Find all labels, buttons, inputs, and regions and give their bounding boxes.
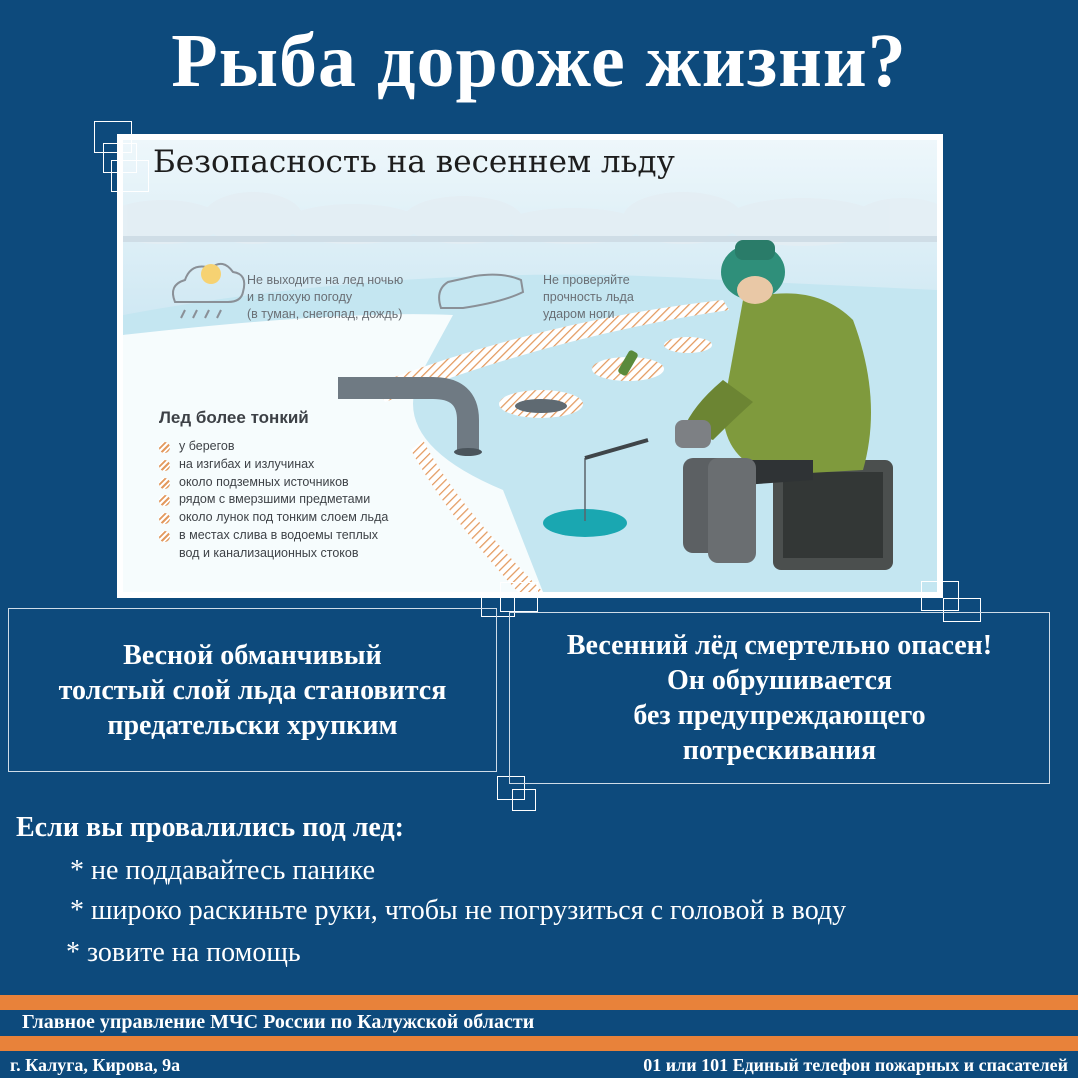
advice-heading: Если вы провалились под лед: [16,812,404,843]
thin-ice-title: Лед более тонкий [159,408,309,427]
advice-item: * широко раскиньте руки, чтобы не погрузиться с головой в воду [70,895,847,926]
infographic-title: Безопасность на весеннем льду [153,144,675,180]
hatch-bullet-icon [159,495,170,506]
hatch-bullet-icon [159,460,170,471]
list-item: около лунок под тонким слоем льда [159,509,388,527]
advice-item: * зовите на помощь [66,937,301,968]
footer-address: г. Калуга, Кирова, 9а [10,1055,181,1075]
advice-item: * не поддавайтесь панике [70,855,376,886]
list-item: рядом с вмерзшими предметами [159,491,388,509]
footer-stripe [0,1036,1078,1051]
warning-box-right: Весенний лёд смертельно опасен! Он обрушивается без предупреждающего потрескивания [509,612,1050,784]
hatch-bullet-icon [159,513,170,524]
hatch-bullet-icon [159,531,170,542]
tip-weather: Не выходите на лед ночью и в плохую погоду (в туман, снегопад, дождь) [247,273,404,321]
warning-box-left: Весной обманчивый толстый слой льда становится предательски хрупким [8,608,497,772]
footer-organization: Главное управление МЧС России по Калужской области [22,1011,535,1033]
list-item: на изгибах и излучинах [159,456,388,474]
hatch-bullet-icon [159,442,170,453]
list-item: в местах слива в водоемы теплых вод и канализационных стоков [159,527,388,563]
tip-kick: Не проверяйте прочность льда ударом ноги [543,273,634,321]
footer-phone: 01 или 101 Единый телефон пожарных и спасателей [643,1055,1068,1075]
footer-stripe [0,995,1078,1010]
infographic [123,140,937,592]
page-title: Рыба дороже жизни? [171,19,907,103]
decor-square [111,160,149,192]
list-item: у берегов [159,438,388,456]
decor-square [512,789,536,811]
infographic-card [117,134,943,598]
hatch-bullet-icon [159,478,170,489]
decor-square [500,582,538,612]
list-item: около подземных источников [159,474,388,492]
thin-ice-list [159,438,388,563]
